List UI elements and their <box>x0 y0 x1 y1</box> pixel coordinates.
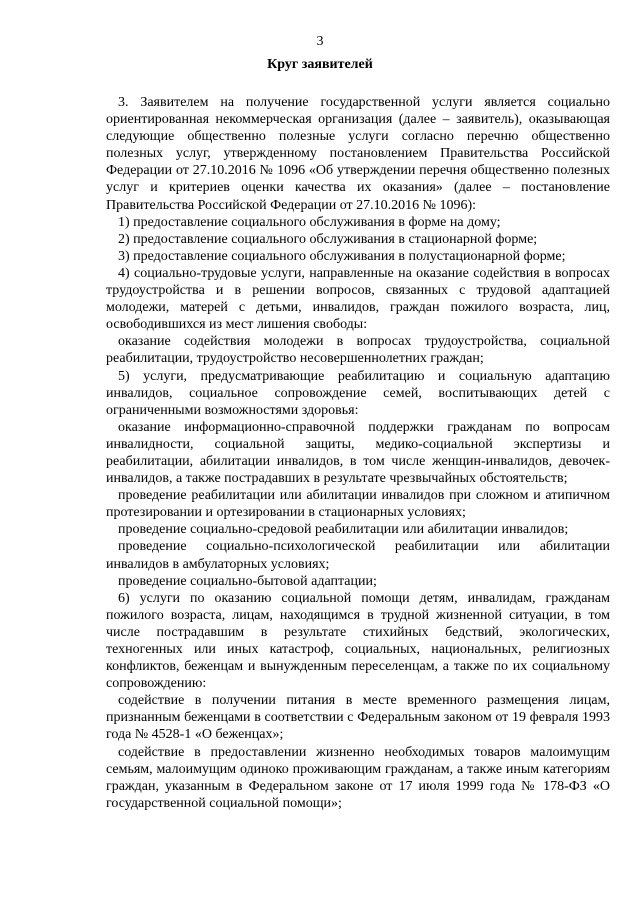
list-item-social-assistance: 6) услуги по оказанию социальной помощи детям, инвалидам, гражданам пожилого возраста, лицам, находящимся в трудной жизненной ситуации, в том числе пострадавшим в результате стихийных бедствий, экологических, техногенных или иных катастроф, социальных, национальных, религиозных конфликтов, беженцам и вынужденным переселенцам, а также по их социальному сопровождению: <box>106 590 610 692</box>
sub-item-environment-rehabilitation: проведение социально-средовой реабилитации или абилитации инвалидов; <box>118 522 569 538</box>
page-number: 3 <box>316 34 324 49</box>
sub-item-refugee-food: содействие в получении питания в месте временного размещения лицам, признанным беженцами в соответствии с Федеральным законом от 19 февраля 1993 года № 4528-1 «О беженцах»; <box>106 693 610 743</box>
list-item-stationary-service: 2) предоставление социального обслуживания в стационарной форме; <box>118 231 538 247</box>
document-body <box>106 94 610 812</box>
sub-item-prosthetics-rehabilitation: проведение реабилитации или абилитации инвалидов при сложном и атипичном протезировании и ортезировании в стационарных условиях; <box>106 488 610 521</box>
paragraph-applicant-definition: 3. Заявителем на получение государственной услуги является социально ориентированная некоммерческая организация (далее – заявитель), оказывающая следующие общественно полезные услуги согласно перечню общественно полезных услуг, утвержденному постановлением Правительства Российской Федерации от 27.10.2016 № 1096 «Об утверждении перечня общественно полезных услуг и критериев оценки качества их оказания» (далее – постановление Правительства Российской Федерации от 27.10.2016 № 1096): <box>106 95 610 213</box>
list-item-home-service: 1) предоставление социального обслуживания в форме на дому; <box>118 214 501 230</box>
list-item-semi-stationary-service: 3) предоставление социального обслуживания в полустационарной форме; <box>118 248 566 264</box>
section-title: Круг заявителей <box>267 57 373 72</box>
sub-item-psychological-rehabilitation: проведение социально-психологической реабилитации или абилитации инвалидов в амбулаторных условиях; <box>106 539 610 572</box>
sub-item-information-support: оказание информационно-справочной поддержки гражданам по вопросам инвалидности, социальной защиты, медико-социальной экспертизы и реабилитации, абилитации инвалидов, в том числе женщин-инвалидов, девочек-инвалидов, а также пострадавших в результате чрезвычайных обстоятельств; <box>106 419 610 487</box>
sub-item-youth-employment: оказание содействия молодежи в вопросах трудоустройства, социальной реабилитации, трудоустройство несовершеннолетних граждан; <box>106 334 610 367</box>
sub-item-essential-goods: содействие в предоставлении жизненно необходимых товаров малоимущим семьям, малоимущим одиноко проживающим гражданам, а также иным категориям граждан, указанным в Федеральном законе от 17 июля 1999 года № 178-ФЗ «О государственной социальной помощи»; <box>106 744 610 811</box>
list-item-social-labor-services: 4) социально-трудовые услуги, направленные на оказание содействия в вопросах трудоустройства и в решении вопросов, связанных с трудовой адаптацией молодежи, матерей с детьми, инвалидов, граждан пожилого возраста, лиц, освободившихся из мест лишения свободы: <box>106 265 610 333</box>
sub-item-household-adaptation: проведение социально-бытовой адаптации; <box>118 573 377 589</box>
list-item-rehabilitation-services: 5) услуги, предусматривающие реабилитацию и социальную адаптацию инвалидов, социальное сопровождение семей, воспитывающих детей с ограниченными возможностями здоровья: <box>106 368 610 418</box>
